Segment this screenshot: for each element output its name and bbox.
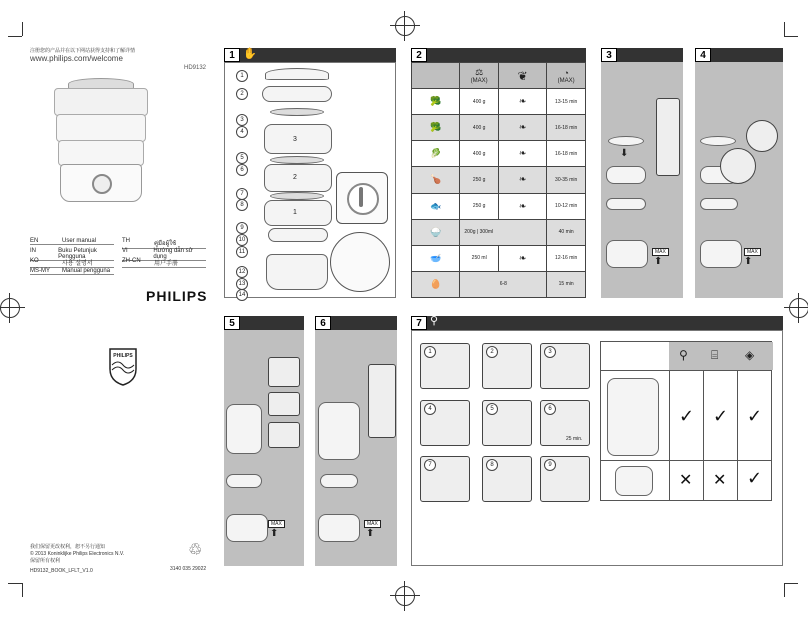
part-basket-2 — [264, 164, 332, 192]
crop-mark — [784, 22, 785, 36]
max-label: MAX — [652, 248, 669, 256]
hand-icon: ✋ — [243, 48, 257, 60]
herb-icon: ❧ — [499, 141, 547, 167]
step-lid — [608, 136, 644, 146]
part-callout: 4 — [236, 126, 248, 138]
step-lid — [700, 136, 736, 146]
language-row: IN Buku Petunjuk Pengguna — [30, 248, 114, 261]
food-thumbnail — [268, 357, 300, 387]
steaming-table — [411, 62, 586, 298]
cover-intro: 注册您的产品并在以下网站获得支持和了解详情 — [30, 48, 136, 54]
crop-mark — [22, 22, 23, 36]
arrow-up-icon: ⬆ — [654, 256, 663, 267]
faucet-icon: ⚲ — [430, 315, 439, 327]
part-callout: 2 — [236, 88, 248, 100]
part-callout: 8 — [236, 199, 248, 211]
check-mark: ✓ — [747, 468, 763, 488]
language-row: KO 사용 설명서 — [30, 258, 114, 268]
cover-url[interactable]: www.philips.com/welcome — [30, 54, 123, 63]
registration-mark-right — [789, 298, 808, 318]
step-number: 3 — [544, 346, 556, 358]
food-thumbnail — [268, 392, 300, 416]
step-base — [318, 514, 360, 542]
herb-icon: ❧ — [499, 193, 547, 219]
weight-icon: ⚖ — [475, 67, 484, 77]
panel-3-number: 3 — [601, 48, 617, 62]
time-header: ◔ (MAX) — [547, 63, 586, 89]
panel-7-number: 7 — [411, 316, 427, 330]
panel-7-header — [411, 316, 783, 330]
table-row: 🥦 400 g ❧ 16-18 min — [412, 115, 586, 141]
part-callout: 14 — [236, 289, 248, 301]
tap-icon: ⚲ — [679, 348, 688, 362]
panel-5-number: 5 — [224, 316, 240, 330]
part-callout: 5 — [236, 152, 248, 164]
step-number: 1 — [424, 346, 436, 358]
crop-mark — [784, 36, 798, 37]
check-mark: ✓ — [747, 406, 763, 426]
part-rice-bowl — [262, 86, 332, 102]
language-row: VI Hướng dẫn sử dụng — [122, 248, 206, 261]
panel-6-number: 6 — [315, 316, 331, 330]
food-icon: 🥦 — [430, 122, 442, 133]
step-base — [700, 240, 742, 268]
timer-dial — [336, 172, 388, 224]
language-row: TH คู่มือผู้ใช้ — [122, 238, 206, 249]
rice-icon: 🍚 — [430, 226, 442, 237]
crop-mark — [784, 583, 785, 597]
step-number: 8 — [486, 459, 498, 471]
table-row: 🥬 400 g ❧ 16-18 min — [412, 141, 586, 167]
egg-detail — [720, 148, 756, 184]
basket-label: 2 — [293, 174, 297, 181]
herb-icon: ❧ — [499, 89, 547, 115]
step-tray — [606, 198, 646, 210]
arrow-down-icon: ⬇ — [620, 148, 629, 159]
recycle-icon: ♲ — [188, 542, 203, 559]
herb-icon: ❧ — [499, 167, 547, 193]
fish-icon: 🐟 — [430, 200, 442, 211]
step-number: 9 — [544, 459, 556, 471]
weight-header: ⚖ (MAX) — [460, 63, 499, 89]
arrow-up-icon: ⬆ — [270, 528, 279, 539]
brand-wordmark: PHILIPS — [146, 288, 208, 304]
table-row: 🍗 250 g ❧ 30-35 min — [412, 167, 586, 193]
crop-mark — [22, 583, 23, 597]
document-code: HD9132_BOOK_LFLT_V1.0 — [30, 568, 93, 574]
step-number: 2 — [486, 346, 498, 358]
step-basket — [606, 166, 646, 184]
herb-icon: ❧ — [499, 245, 547, 271]
svg-text:PHILIPS: PHILIPS — [113, 353, 133, 359]
part-callout: 11 — [236, 246, 248, 258]
step-base — [226, 514, 268, 542]
panel-2-number: 2 — [411, 48, 427, 62]
part-base — [266, 254, 328, 290]
part-divider — [270, 156, 324, 164]
barcode-number: 3140 035 29022 — [170, 566, 207, 572]
crop-mark — [784, 583, 798, 584]
step-stack — [226, 404, 262, 454]
table-row: 🥚 6-8 15 min — [412, 271, 586, 297]
cross-mark: ✕ — [679, 472, 693, 489]
registration-mark-bottom — [395, 586, 415, 606]
basket-label: 3 — [293, 136, 297, 143]
food-icon: 🥦 — [430, 96, 442, 107]
food-thumbnail — [268, 422, 300, 448]
crop-mark — [8, 36, 22, 37]
part-callout: 12 — [236, 266, 248, 278]
base-unit — [615, 466, 653, 496]
part-divider — [270, 108, 324, 116]
table-row: 🥣 250 ml ❧ 12-16 min — [412, 245, 586, 271]
step-stack — [318, 402, 360, 460]
step-number: 4 — [424, 403, 436, 415]
philips-shield-logo — [108, 347, 138, 387]
panel-1-number: 1 — [224, 48, 240, 62]
herb-icon: ❧ — [499, 115, 547, 141]
timer-label: 25 min. — [566, 436, 583, 442]
part-callout: 1 — [236, 70, 248, 82]
part-lid — [265, 68, 329, 80]
step-number: 5 — [486, 403, 498, 415]
part-callout: 7 — [236, 188, 248, 200]
soup-icon: 🥣 — [430, 252, 442, 263]
step-base — [606, 240, 648, 268]
egg-detail — [746, 120, 778, 152]
table-row: 🐟 250 g ❧ 10-12 min — [412, 193, 586, 219]
cross-mark: ✕ — [713, 472, 727, 489]
language-row: MS-MY Manual pengguna — [30, 268, 114, 275]
cloth-icon: ◈ — [745, 348, 755, 362]
basket-label: 1 — [293, 209, 297, 216]
arrow-up-icon: ⬆ — [366, 528, 375, 539]
part-callout: 13 — [236, 278, 248, 290]
herb-icon: ❦ — [517, 68, 528, 83]
check-mark: ✓ — [679, 406, 695, 426]
max-label: MAX — [268, 520, 285, 528]
model-number: HD9132 — [184, 65, 207, 71]
clock-icon: ◔ — [563, 67, 569, 78]
part-basket-3 — [264, 124, 332, 154]
footer-text: 我们保留更改权利，恕不另行通知 © 2013 Koninklijke Philips Electronics N.V. 保留所有权利 — [30, 544, 125, 564]
part-drip-tray — [268, 228, 328, 242]
crop-mark — [8, 583, 22, 584]
part-callout: 3 — [236, 114, 248, 126]
part-callout: 10 — [236, 234, 248, 246]
language-row: EN User manual — [30, 238, 114, 245]
removable-parts — [607, 378, 659, 456]
table-row: 🍚 200g | 300ml 40 min — [412, 219, 586, 245]
cord-detail — [330, 232, 390, 292]
max-label: MAX — [364, 520, 381, 528]
panel-4-number: 4 — [695, 48, 711, 62]
registration-mark-left — [0, 298, 20, 318]
herb-header — [499, 63, 547, 89]
step-tray — [226, 474, 262, 488]
food-thumbnail — [368, 364, 396, 438]
step-tray — [320, 474, 358, 488]
part-basket-1 — [264, 200, 332, 226]
egg-icon: 🥚 — [430, 278, 442, 289]
panel-2-header — [411, 48, 586, 62]
step-number: 7 — [424, 459, 436, 471]
arrow-up-icon: ⬆ — [744, 256, 753, 267]
product-image — [50, 78, 150, 203]
step-number: 6 — [544, 403, 556, 415]
language-row: ZH-CN 用户手册 — [122, 258, 206, 268]
step-tray — [700, 198, 738, 210]
table-row: 🥦 400 g ❧ 13-15 min — [412, 89, 586, 115]
part-callout: 9 — [236, 222, 248, 234]
food-icon: 🥬 — [430, 148, 442, 159]
check-mark: ✓ — [713, 406, 729, 426]
chicken-icon: 🍗 — [430, 174, 442, 185]
cleaning-table — [600, 341, 772, 501]
food-thumbnail — [656, 98, 680, 176]
max-label: MAX — [744, 248, 761, 256]
dishwasher-icon: ⌸ — [711, 348, 719, 362]
part-divider — [270, 192, 324, 200]
part-callout: 6 — [236, 164, 248, 176]
registration-mark-top — [395, 16, 415, 36]
